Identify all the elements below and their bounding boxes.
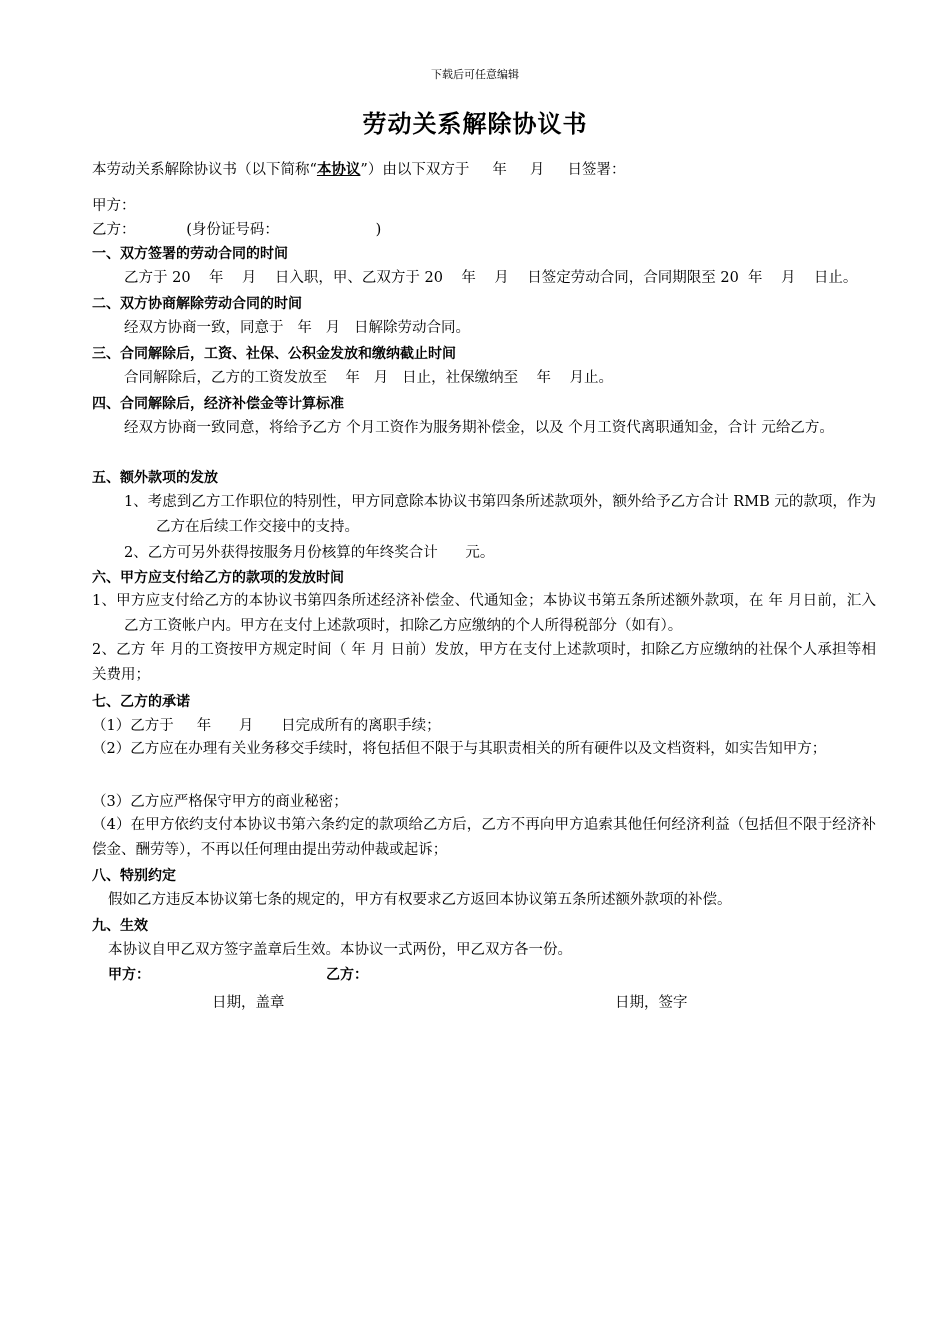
section-9-heading: 九、生效 xyxy=(92,918,148,934)
section-4-heading: 四、合同解除后，经济补偿金等计算标准 xyxy=(92,396,344,412)
section-5-item-2: 2、乙方可另外获得按服务月份核算的年终奖合计 元。 xyxy=(124,545,495,561)
signature-party-a-label: 甲方： xyxy=(108,967,150,983)
section-3-body: 合同解除后，乙方的工资发放至 年 月 日止，社保缴纳至 年 月止。 xyxy=(124,370,613,386)
section-8-body: 假如乙方违反本协议第七条的规定的，甲方有权要求乙方返回本协议第五条所述额外款项的补偿。 xyxy=(108,892,732,908)
party-b-line: 乙方： (身份证号码： ) xyxy=(92,222,382,238)
signature-party-a-date: 日期，盖章 xyxy=(212,995,285,1011)
section-3-heading: 三、合同解除后，工资、社保、公积金发放和缴纳截止时间 xyxy=(92,346,456,362)
party-a-line: 甲方： xyxy=(92,198,136,214)
section-6-heading: 六、甲方应支付给乙方的款项的发放时间 xyxy=(92,570,344,586)
section-5-item-1: 1、考虑到乙方工作职位的特别性，甲方同意除本协议书第四条所述款项外，额外给予乙方合计 RMB 元的款项，作为乙方在后续工作交接中的支持。 xyxy=(124,494,876,535)
signature-party-b-date: 日期，签字 xyxy=(615,995,688,1011)
section-2-body: 经双方协商一致，同意于 年 月 日解除劳动合同。 xyxy=(124,320,470,336)
header-note: 下载后可任意编辑 xyxy=(431,68,519,81)
section-7-item-2: （2）乙方应在办理有关业务移交手续时，将包括但不限于与其职责相关的所有硬件以及文档资料，如实告知甲方； xyxy=(92,741,827,757)
section-6-item-1: 1、甲方应支付给乙方的本协议书第四条所述经济补偿金、代通知金；本协议书第五条所述额外款项，在 年 月日前，汇入乙方工资帐户内。甲方在支付上述款项时，扣除乙方应缴纳的个人所得税部分（如有）。 xyxy=(92,593,876,634)
intro-after: ”）由以下双方于 年 月 日签署： xyxy=(360,162,626,178)
section-4-body xyxy=(124,416,876,441)
section-6-item-2: 2、乙方 年 月的工资按甲方规定时间（ 年 月 日前）发放，甲方在支付上述款项时，扣除乙方应缴纳的社保个人承担等相关费用； xyxy=(92,642,876,683)
intro-paragraph xyxy=(92,160,625,180)
document-title: 劳动关系解除协议书 xyxy=(362,109,588,138)
section-1-body: 乙方于 20 年 月 日入职，甲、乙双方于 20 年 月 日签定劳动合同，合同期限至 20 年 月 日止。 xyxy=(124,270,858,286)
section-4-body-text: 经双方协商一致同意，将给予乙方 个月工资作为服务期补偿金，以及 个月工资代离职通知金，合计 元给乙方。 xyxy=(124,420,834,436)
section-8-heading: 八、特别约定 xyxy=(92,868,176,884)
section-7-item-3: （3）乙方应严格保守甲方的商业秘密； xyxy=(92,794,348,810)
section-7-item-4: （4）在甲方依约支付本协议书第六条约定的款项给乙方后，乙方不再向甲方追索其他任何经济利益（包括但不限于经济补偿金、酬劳等），不再以任何理由提出劳动仲裁或起诉； xyxy=(92,817,876,858)
section-1-heading: 一、双方签署的劳动合同的时间 xyxy=(92,246,288,262)
section-5-heading: 五、额外款项的发放 xyxy=(92,470,218,486)
defined-term: 本协议 xyxy=(316,161,361,178)
section-7-item-1: （1）乙方于 年 月 日完成所有的离职手续； xyxy=(92,718,441,734)
signature-party-b-label: 乙方： xyxy=(326,967,368,983)
intro-before: 本劳动关系解除协议书（以下简称“ xyxy=(92,162,317,178)
section-7-heading: 七、乙方的承诺 xyxy=(92,694,190,710)
section-2-heading: 二、双方协商解除劳动合同的时间 xyxy=(92,296,302,312)
section-9-body: 本协议自甲乙双方签字盖章后生效。本协议一式两份，甲乙双方各一份。 xyxy=(108,942,572,958)
